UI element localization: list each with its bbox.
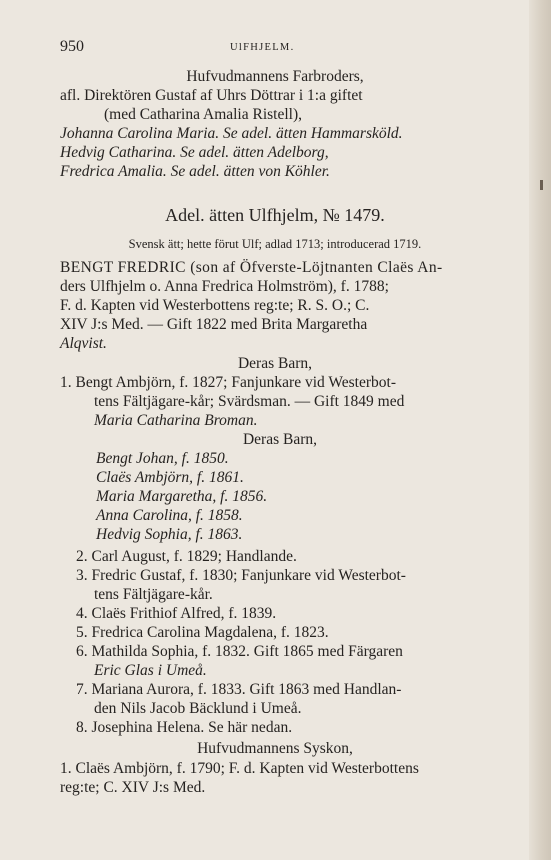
page-header: [60, 38, 490, 58]
page-edge: [529, 0, 551, 860]
section-heading: Deras Barn,: [242, 431, 318, 448]
text-line: Johanna Carolina Maria. Se adel. ätten Hammarsköld.: [60, 125, 403, 142]
family-heading: Adel. ätten Ulfhjelm, № 1479.: [165, 205, 385, 225]
text-line: Eric Glas i Umeå.: [94, 662, 207, 679]
text-line: Fredrica Amalia. Se adel. ätten von Köhler.: [60, 163, 330, 180]
text-line: F. d. Kapten vid Westerbottens reg:te; R. S. O.; C.: [60, 297, 370, 314]
text-line: Anna Carolina, f. 1858.: [96, 507, 243, 524]
text-line: reg:te; C. XIV J:s Med.: [60, 779, 206, 796]
text-line: tens Fältjägare-kår; Svärdsman. — Gift 1849 med: [94, 393, 405, 410]
text-line: 6. Mathilda Sophia, f. 1832. Gift 1865 med Färgaren: [76, 643, 403, 660]
text-line: tens Fältjägare-kår.: [94, 586, 213, 603]
text-line: 2. Carl August, f. 1829; Handlande.: [76, 548, 297, 565]
text-line: afl. Direktören Gustaf af Uhrs Döttrar i 1:a giftet: [60, 87, 363, 104]
text-line: 8. Josephina Helena. Se här nedan.: [76, 719, 293, 736]
text-line: Hedvig Catharina. Se adel. ätten Adelborg,: [60, 144, 329, 161]
text-line: Hufvudmannens Farbroders,: [186, 68, 364, 85]
text-line: Maria Margaretha, f. 1856.: [96, 488, 268, 505]
text-line: 4. Claës Frithiof Alfred, f. 1839.: [76, 605, 277, 622]
text-line: 1. Bengt Ambjörn, f. 1827; Fanjunkare vid Westerbot-: [60, 374, 396, 391]
text-line: 3. Fredric Gustaf, f. 1830; Fanjunkare vid Westerbot-: [76, 567, 406, 584]
family-note: Svensk ätt; hette förut Ulf; adlad 1713; introducerad 1719.: [128, 237, 422, 251]
text-line: (med Catharina Amalia Ristell),: [104, 106, 303, 123]
running-head: UlFHJELM.: [230, 42, 295, 53]
text-line: Claës Ambjörn, f. 1861.: [96, 469, 244, 486]
text-line: Bengt Johan, f. 1850.: [96, 450, 229, 467]
text-line: XIV J:s Med. — Gift 1822 med Brita Margaretha: [60, 316, 368, 333]
page-number: 950: [60, 38, 84, 55]
section-heading: Hufvudmannens Syskon,: [197, 740, 353, 757]
margin-mark: [540, 180, 543, 190]
text-line: Maria Catharina Broman.: [94, 412, 258, 429]
text-line: 5. Fredrica Carolina Magdalena, f. 1823.: [76, 624, 329, 641]
text-line: 1. Claës Ambjörn, f. 1790; F. d. Kapten vid Westerbottens: [60, 760, 419, 777]
text-line: Alqvist.: [60, 335, 107, 352]
text-line: ders Ulfhjelm o. Anna Fredrica Holmström), f. 1788;: [60, 278, 389, 295]
section-heading: Deras Barn,: [237, 355, 313, 372]
text-line: 7. Mariana Aurora, f. 1833. Gift 1863 med Handlan-: [76, 681, 402, 698]
text-line: Hedvig Sophia, f. 1863.: [96, 526, 243, 543]
text-line: BENGT FREDRIC (son af Öfverste-Löjtnanten Claës An-: [60, 259, 443, 276]
text-line: den Nils Jacob Bäcklund i Umeå.: [94, 700, 302, 717]
